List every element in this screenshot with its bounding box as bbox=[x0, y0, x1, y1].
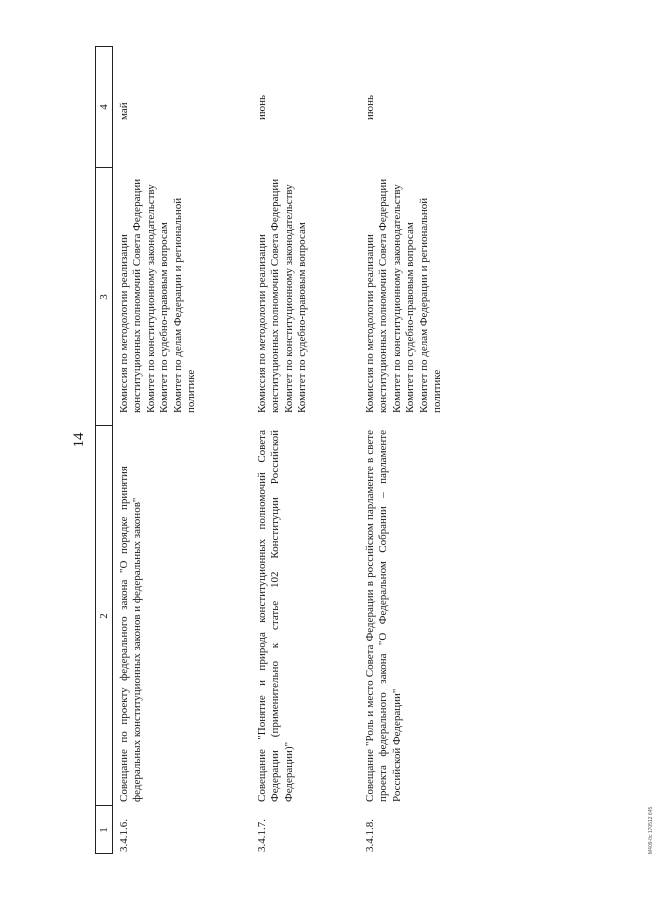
column-header-1: 1 bbox=[98, 827, 110, 833]
responsible-item: Комитет по судебно-правовым вопросам bbox=[404, 222, 417, 413]
column-header-2: 2 bbox=[98, 613, 110, 619]
responsible-item: Комиссия по методологии реализации конституционных полномочий Совета Федерации bbox=[364, 178, 390, 413]
responsible-item: Комиссия по методологии реализации конституционных полномочий Совета Федерации bbox=[118, 178, 144, 413]
page-number: 14 bbox=[71, 432, 87, 448]
responsible-item: Комитет по судебно-правовым вопросам bbox=[296, 222, 309, 413]
table-header bbox=[95, 46, 113, 854]
responsible-item: Комитет по судебно-правовым вопросам bbox=[158, 222, 171, 413]
responsible-item: Комитет по делам Федерации и региональной политике bbox=[417, 197, 444, 413]
row-number: 3.4.1.7. bbox=[256, 819, 268, 852]
event-description: Совещание по проекту федерального закона "О порядке принятия федеральных конституционных законов и федеральных законов" bbox=[118, 466, 144, 802]
event-description: Совещание "Понятие и природа конституционных полномочий Совета Федерации (применительно к статье 102 Конституции Российской Федерации)" bbox=[256, 430, 295, 802]
responsible-list bbox=[118, 173, 198, 413]
column-header-4: 4 bbox=[98, 104, 110, 110]
row-number: 3.4.1.6. bbox=[118, 819, 130, 852]
footer-code: М409-0с 170512 645 bbox=[648, 806, 654, 854]
responsible-item: Комитет по конституционному законодательству bbox=[144, 184, 157, 413]
responsible-item: Комитет по конституционному законодательству bbox=[282, 184, 295, 413]
responsible-item: Комитет по делам Федерации и региональной политике bbox=[171, 197, 198, 413]
event-date: июнь bbox=[256, 94, 268, 120]
responsible-item: Комиссия по методологии реализации конституционных полномочий Совета Федерации bbox=[256, 178, 282, 413]
event-date: июнь bbox=[364, 94, 376, 120]
column-header-3: 3 bbox=[98, 294, 110, 300]
event-description: Совещание "Роль и место Совета Федерации в российском парламенте в свете проекта федерального закона "О Федеральном Собрании – парламенте Российской Федерации" bbox=[364, 430, 403, 802]
document-page bbox=[60, 40, 660, 860]
responsible-item: Комитет по конституционному законодательству bbox=[390, 184, 403, 413]
responsible-list bbox=[256, 173, 310, 413]
event-date: май bbox=[118, 102, 130, 120]
responsible-list bbox=[364, 173, 444, 413]
row-number: 3.4.1.8. bbox=[364, 819, 376, 852]
